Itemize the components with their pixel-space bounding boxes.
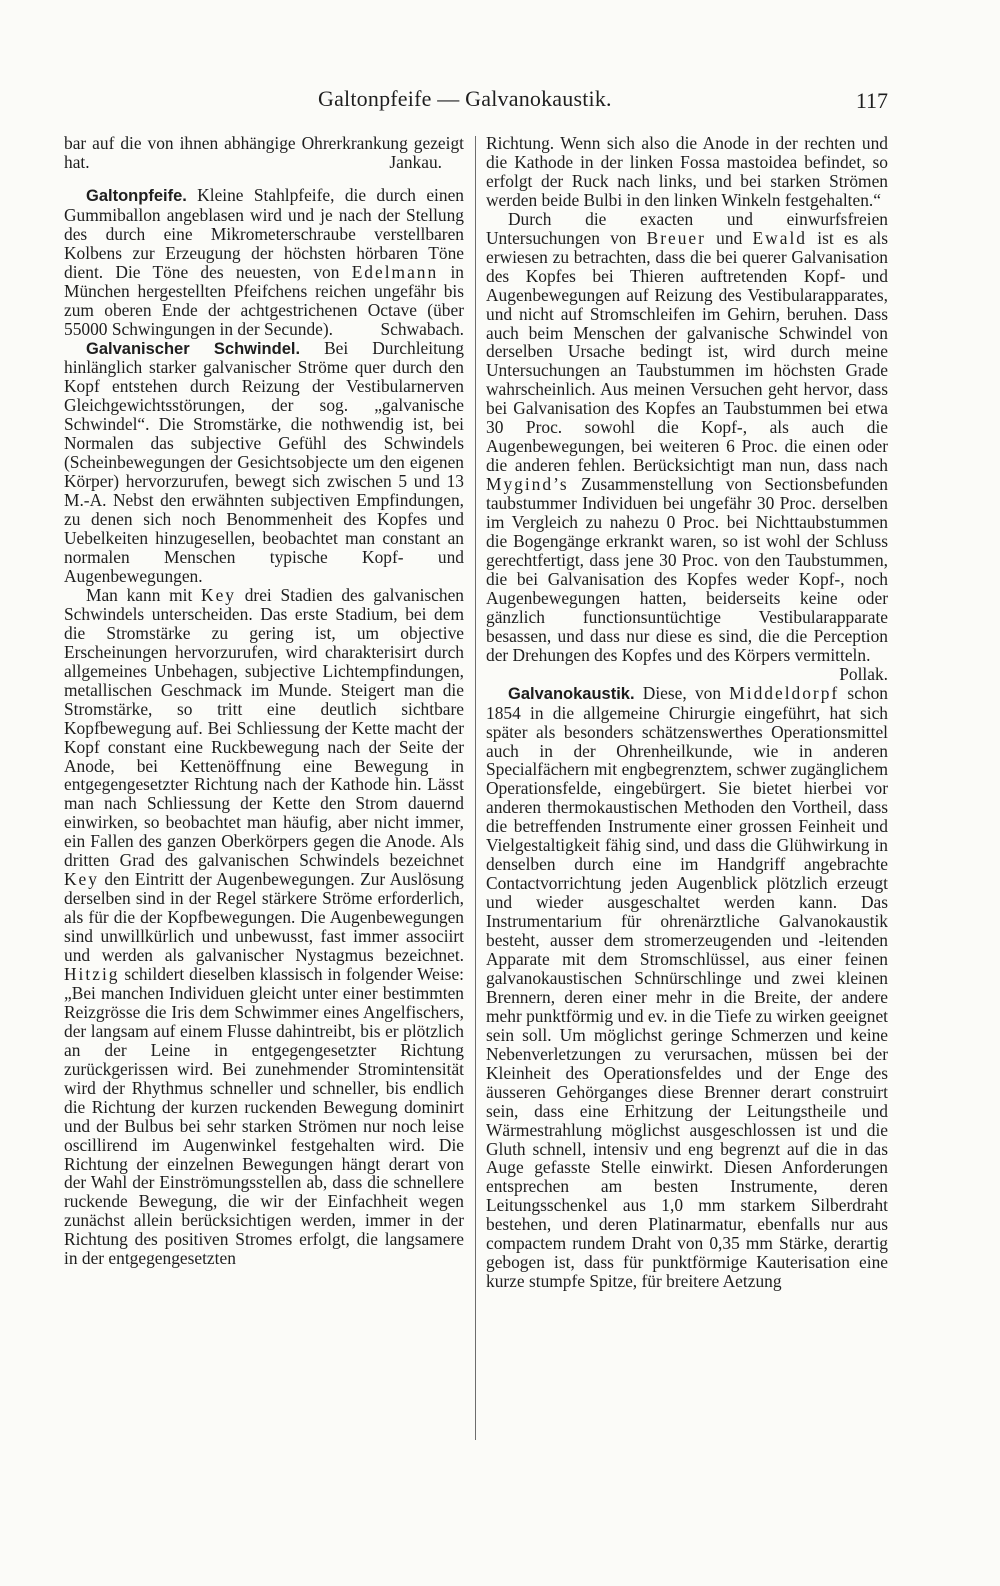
running-head: Galtonpfeife — Galvanokaustik. <box>318 86 612 111</box>
entry-galvanischer-schwindel <box>64 339 464 586</box>
left-column <box>64 134 464 1268</box>
person-name: Hitzig <box>64 963 120 984</box>
entry-text: in München hergestellten Pfeifchens reichen ungefähr bis zum oberen Ende der achtgestrichenen Octave (über 55000 Schwingungen in der Secunde). <box>64 261 464 339</box>
paragraph <box>64 586 464 1268</box>
paragraph-text: den Eintritt der Augenbewegungen. Zur Auslösung derselben sind in der Regel stärkere Ströme erforderlich, als für die der Kopfbewegungen. Die Augenbewegungen sind unwillkürlich und unbewusst, fast immer associirt und werden als galvanischer Nystagmus bezeichnet. <box>64 869 464 966</box>
paragraph-text: drei Stadien des galvanischen Schwindels unterscheiden. Das erste Stadium, bei dem die Stromstärke zu gering ist, um objective Erscheinungen hervorzurufen, wird charakterisirt durch allgemeines Unbehagen, subjective Lichtempfindungen, metallischen Geschmack im Munde. Steigert man die Stromstärke, so tritt eine deutlich sichtbare Kopfbewegung auf. Bei Schliessung der Kette macht der Kopf constant eine Ruckbewegung nach der Seite der Anode, bei Kettenöffnung eine Bewegung in entgegengesetzter Richtung nach der Kathode hin. Lässt man nach Schliessung der Kette den Strom dauernd einwirken, so beobachtet man häufig, aber nicht immer, ein Fallen des ganzen Oberkörpers gegen die Anode. Als dritten Grad des galvanischen Schwindels bezeichnet <box>64 584 465 871</box>
page-number: 117 <box>855 88 888 113</box>
page-header <box>0 86 1000 126</box>
paragraph-text: Richtung. Wenn sich also die Anode in der rechten und die Kathode in der linken Fossa mastoidea befindet, so erfolgt der Ruck nach links, und bei starken Strömen werden beide Bulbi in den linken Winkeln festgehalten.“ <box>486 133 888 210</box>
paragraph-text: Man kann mit <box>86 584 202 605</box>
entry-text: Diese, von <box>634 682 730 703</box>
person-name: Middeldorpf <box>729 682 840 703</box>
paragraph-text: schildert dieselben klassisch in folgender Weise: „Bei manchen Individuen gleicht unter einer bestimmten Reizgrösse die Iris dem Schwimmer eines Angelfischers, der langsam auf einem Flusse dahintreibt, bis er plötzlich an der Leine in entgegengesetzter Richtung zurückgerissen wird. Bei zunehmender Stromintensität wird der Rhythmus schneller und schneller, bis endlich die Richtung der kurzen ruckenden Bewegung dominirt und der Bulbus bei sehr starken Strömen nur noch leise oscillirend im Augenwinkel festgehalten wird. Die Richtung der einzelnen Bewegungen hängt derart von der Wahl der Einströmungsstellen ab, dass die schnellere ruckende Bewegung, die wir der Einfachheit wegen zunächst allein berücksichtigen werden, immer in der Richtung des positiven Stromes erfolgt, die langsamere in der entgegengesetzten <box>64 963 464 1269</box>
person-name: Edelmann <box>351 261 439 282</box>
paragraph-continuation <box>486 134 888 210</box>
right-column <box>486 134 888 1291</box>
person-name: Breuer <box>646 227 706 248</box>
spacer <box>64 172 464 186</box>
entry-headword: Galtonpfeife. <box>86 186 187 205</box>
author-signature: Jankau. <box>389 151 442 172</box>
paragraph-text: und <box>705 227 753 248</box>
paragraph-text: Zusammenstellung von Sectionsbefunden taubstummer Individuen bei ungefähr 30 Proc. derselben im Vergleich zu nahezu 0 Proc. bei Nichttaubstummen die Bogengänge erkrankt waren, so ist wohl der Schluss gerechtfertigt, dass jene 30 Proc. von den Taubstummen, die bei Galvanisation des Kopfes weder Kopf-, noch Augenbewegungen hatten, beiderseits keine oder gänzlich functionsuntüchtige Vestibularapparate besassen, und dass nur diese es sind, die die Perception der Drehungen des Kopfes und des Körpers vermitteln. <box>486 474 888 665</box>
paragraph-text: Durch die exacten und einwurfsfreien Untersuchungen von <box>486 208 888 248</box>
paragraph-text: bar auf die von ihnen abhängige Ohrerkrankung gezeigt hat. <box>64 133 464 172</box>
entry-text: Kleine Stahlpfeife, die durch einen Gummiballon angeblasen wird und je nach der Stellung des durch eine Mikrometerschraube verstellbaren Kolbens zur Erzeugung der höchsten hörbaren Töne dient. Die Töne des neuesten, von <box>64 184 464 282</box>
person-name: Key <box>201 584 236 605</box>
paragraph <box>486 208 889 684</box>
entry-galtonpfeife <box>64 186 464 339</box>
person-name: Ewald <box>752 227 807 248</box>
entry-headword: Galvanischer Schwindel. <box>86 339 301 358</box>
entry-text: Bei Durchleitung hinlänglich starker galvanischer Ströme quer durch den Kopf entstehen durch Reizung der Vestibularnerven Gleichgewichtsstörungen, der sog. „galvanische Schwindel“. Die Stromstärke, die nothwendig ist, bei Normalen das subjective Gefühl des Schwindels (Scheinbewegungen der Gesichtsobjecte um den eigenen Körper) hervorzurufen, bewegt sich zwischen 5 und 13 M.-A. Nebst den erwähnten subjectiven Empfindungen, zu denen sich noch Benommenheit des Kopfes und Uebelkeiten hinzugesellen, beobachtet man constant an normalen Menschen typische Kopf- und Augenbewegungen. <box>64 337 464 586</box>
person-name: Mygind’s <box>486 474 569 495</box>
paragraph-text: ist es als erwiesen zu betrachten, dass die bei querer Galvanisation des Kopfes bei Thieren auftretenden Kopf- und Augenbewegungen auf Reizung des Vestibularapparates, und nicht auf Stromschleifen im Gehirn, beruhen. Dass auch beim Menschen der galvanische Schwindel von derselben Ursache bedingt ist, wird durch meine Untersuchungen an Taubstummen im höchsten Grade wahrscheinlich. Aus meinen Versuchen geht hervor, dass bei Galvanisation des Kopfes an Taubstummen bei etwa 30 Proc. sowohl die Kopf-, als auch die Augenbewegungen, bei weiteren 6 Proc. die einen oder die anderen fehlen. Berücksichtigt man nun, dass nach <box>486 227 889 476</box>
author-signature: Schwabach. <box>380 318 464 339</box>
entry-text: schon 1854 in die allgemeine Chirurgie eingeführt, hat sich später als besonders schätzenswerthes Operationsmittel auch in der Ohrenheilkunde, wie in anderen Specialfächern mit engbegrenztem, schwer zugänglichem Operationsfelde, eingebürgert. Sie bietet hierbei vor anderen thermokaustischen Methoden den Vortheil, dass die betreffenden Instrumente einer grossen Feinheit und Vielgestaltigkeit fähig sind, und dass die Glühwirkung in denselben durch eine im Handgriff angebrachte Contactvorrichtung jeden Augenblick plötzlich erzeugt und wieder ausgeschaltet werden kann. Das Instrumentarium für ohrenärztliche Galvanokaustik besteht, ausser dem stromerzeugenden und -leitenden Apparate mit dem Stromschlüssel, aus einer feinen galvanokaustischen Schnürschlinge und zwei kleinen Brennern, deren einer mehr in die Breite, der andere mehr punktförmig und ev. in die Tiefe zu wirken geeignet sein soll. Um möglichst geringe Schmerzen und keine Nebenverletzungen zu verursachen, müssen bei der Kleinheit des Operationsfeldes und der Enge des äusseren Gehörganges diese Brenner derart construirt sein, dass eine Erhitzung der Leitungstheile und Wärmestrahlung möglichst ausgeschlossen ist und die Gluth schnell, intensiv und eng begrenzt auf die in das Auge gefasste Stelle einwirkt. Diesen Anforderungen entsprechen am besten Instrumente, deren Leitungsschenkel aus 1,0 mm starkem Silberdraht bestehen, und deren Platinarmatur, ebenfalls nur aus compactem rundem Draht von 0,35 mm Stärke, derartig gebogen ist, dass für punktförmige Kauterisation eine kurze stumpfe Spitze, für breitere Aetzung <box>486 682 889 1292</box>
paragraph-continuation <box>64 134 464 172</box>
person-name: Key <box>64 869 99 890</box>
entry-headword: Galvanokaustik. <box>508 684 635 703</box>
column-divider <box>475 136 476 1440</box>
author-signature: Pollak. <box>839 663 888 684</box>
entry-galvanokaustik <box>486 684 888 1292</box>
